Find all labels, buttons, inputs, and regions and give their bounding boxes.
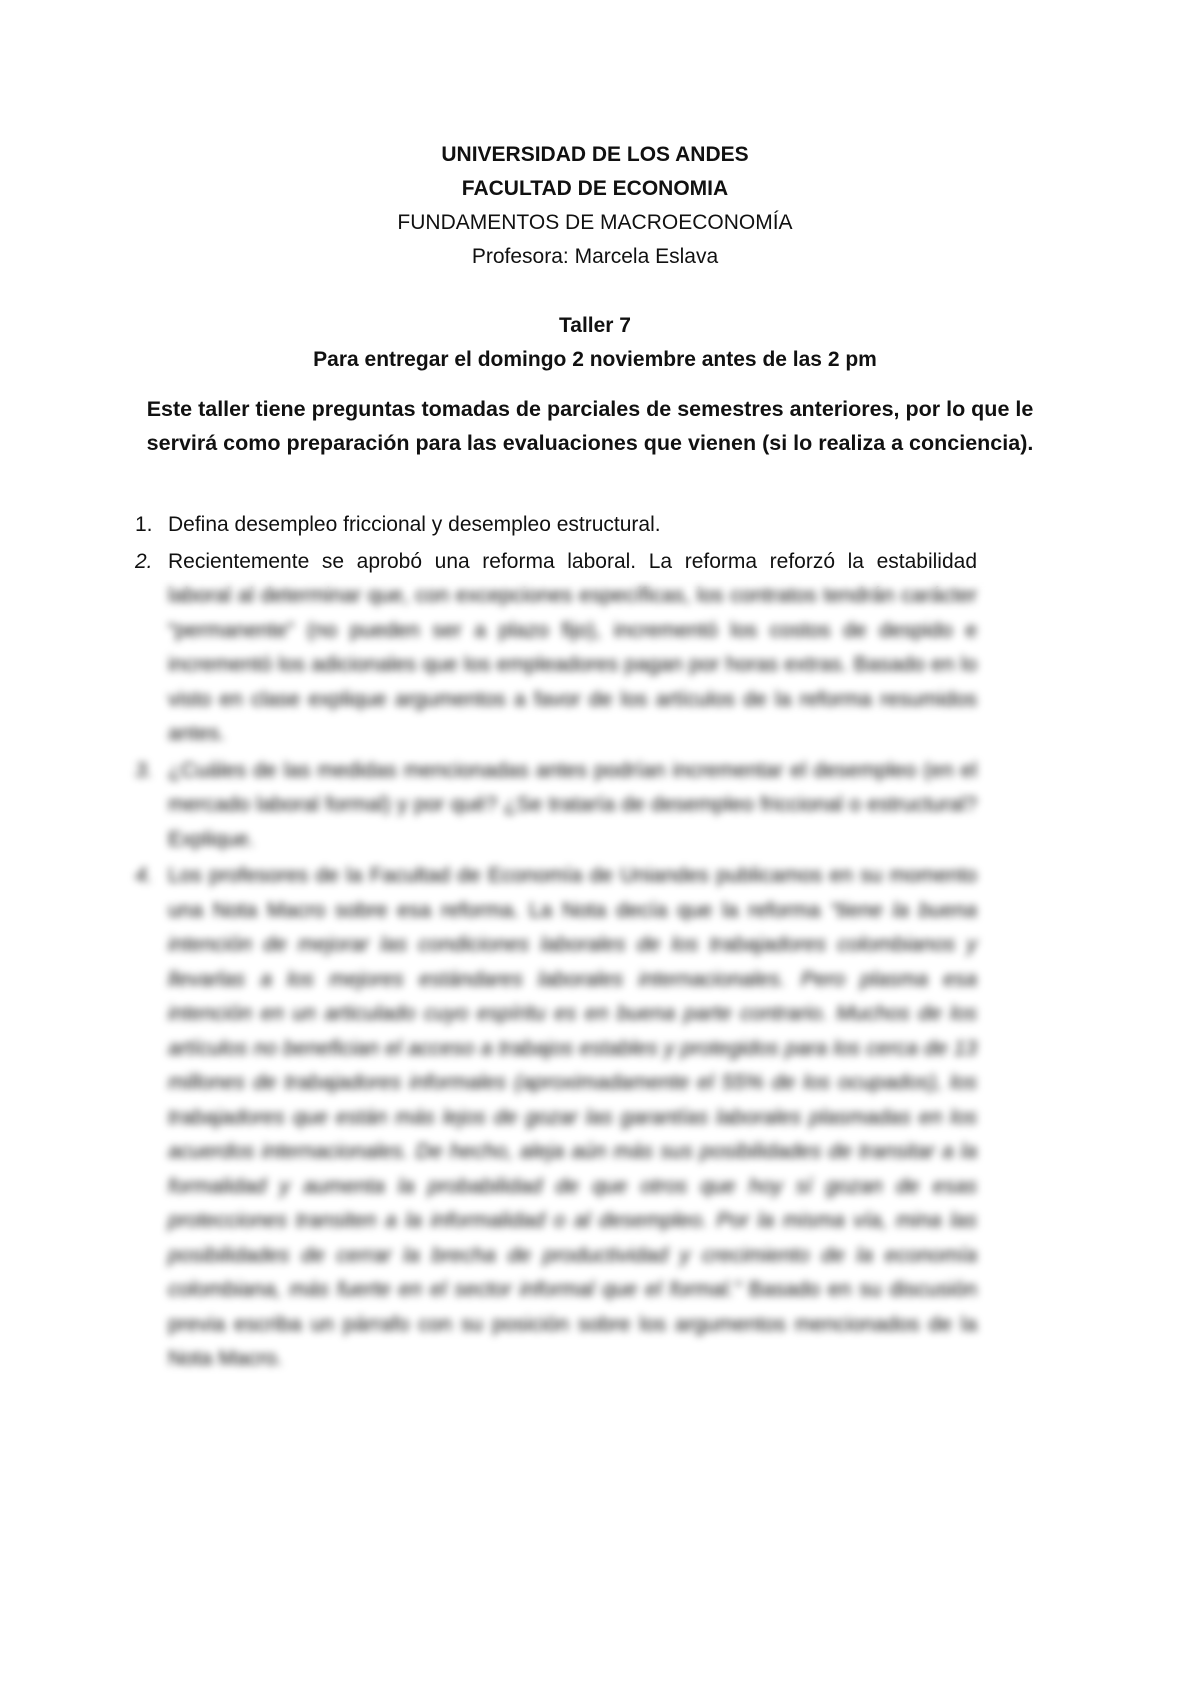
university-name: UNIVERSIDAD DE LOS ANDES <box>441 143 749 166</box>
question-text: ¿Cuáles de las medidas mencionadas antes podrían incrementar el desempleo (en el mercado laboral formal) y por qué? ¿Se trataría de desempleo friccional o estructural? Explique. <box>168 758 977 851</box>
question-text: Los profesores de la Facultad de Economía de Uniandes publicamos en su momento una Nota Macro sobre esa reforma. La Nota decía que la reforma <box>168 864 977 922</box>
assignment-title: Taller 7 <box>559 314 631 337</box>
course-name: FUNDAMENTOS DE MACROECONOMÍA <box>397 211 793 234</box>
question-text-end: Basado en su discusión previa escriba un párrafo con su posición sobre los argumentos mencionados de la Nota Macro. <box>168 1278 977 1370</box>
question-item <box>125 508 977 543</box>
question-number: 2. <box>135 549 153 573</box>
blur-overlay <box>120 580 1000 1500</box>
question-text: Defina desempleo friccional y desempleo estructural. <box>168 513 661 536</box>
faculty-name: FACULTAD DE ECONOMIA <box>461 177 729 200</box>
question-number: 1. <box>135 513 153 536</box>
intro-paragraph: Este taller tiene preguntas tomadas de parciales de semestres anteriores, por lo que le servirá como preparación para las evaluaciones que vienen (si lo realiza a conciencia). <box>146 397 1034 455</box>
question-text: Recientemente se aprobó una reforma laboral. La reforma reforzó la estabilidad laboral al determinar que, con excepciones específicas, los contratos tendrán carácter “permanente” (no pueden ser a plazo fijo), incrementó los costos de despido e incrementó los adicionales que los empleadores pagan por horas extras. Basado en lo visto en clase explique argumentos a favor de los artículos de la reforma resumidos antes. <box>168 549 977 745</box>
question-number: 4. <box>135 864 153 887</box>
quoted-text: “tiene la buena intención de mejorar las condiciones laborales de los trabajadores colombianos y llevarlas a los mejores estándares laborales internacionales. Pero plasma esa intención en un articulado cuyo espíritu es en buena parte contrario. Muchos de los artículos no benefician el acceso a trabajos estables y protegidos para los cerca de 13 millones de trabajadores informales (aproximadamente el 55% de los ocupados), los trabajadores que están más lejos de gozar las garantías laborales plasmadas en los acuerdos internacionales. De hecho, aleja aún más sus posibilidades de transitar a la formalidad y aumenta la probabilidad de que otros que hoy sí gozan de esas protecciones transiten a la informalidad o al desempleo. Por la misma vía, mina las posibilidades de cerrar la brecha de productividad y crecimiento de la economía colombiana, más fuerte en el sector informal que el formal.” <box>168 898 977 1301</box>
question-number: 3. <box>135 758 153 782</box>
document-header <box>0 138 1190 274</box>
professor-name: Profesora: Marcela Eslava <box>471 245 719 268</box>
assignment-heading <box>0 309 1190 377</box>
assignment-due: Para entregar el domingo 2 noviembre antes de las 2 pm <box>313 348 877 371</box>
